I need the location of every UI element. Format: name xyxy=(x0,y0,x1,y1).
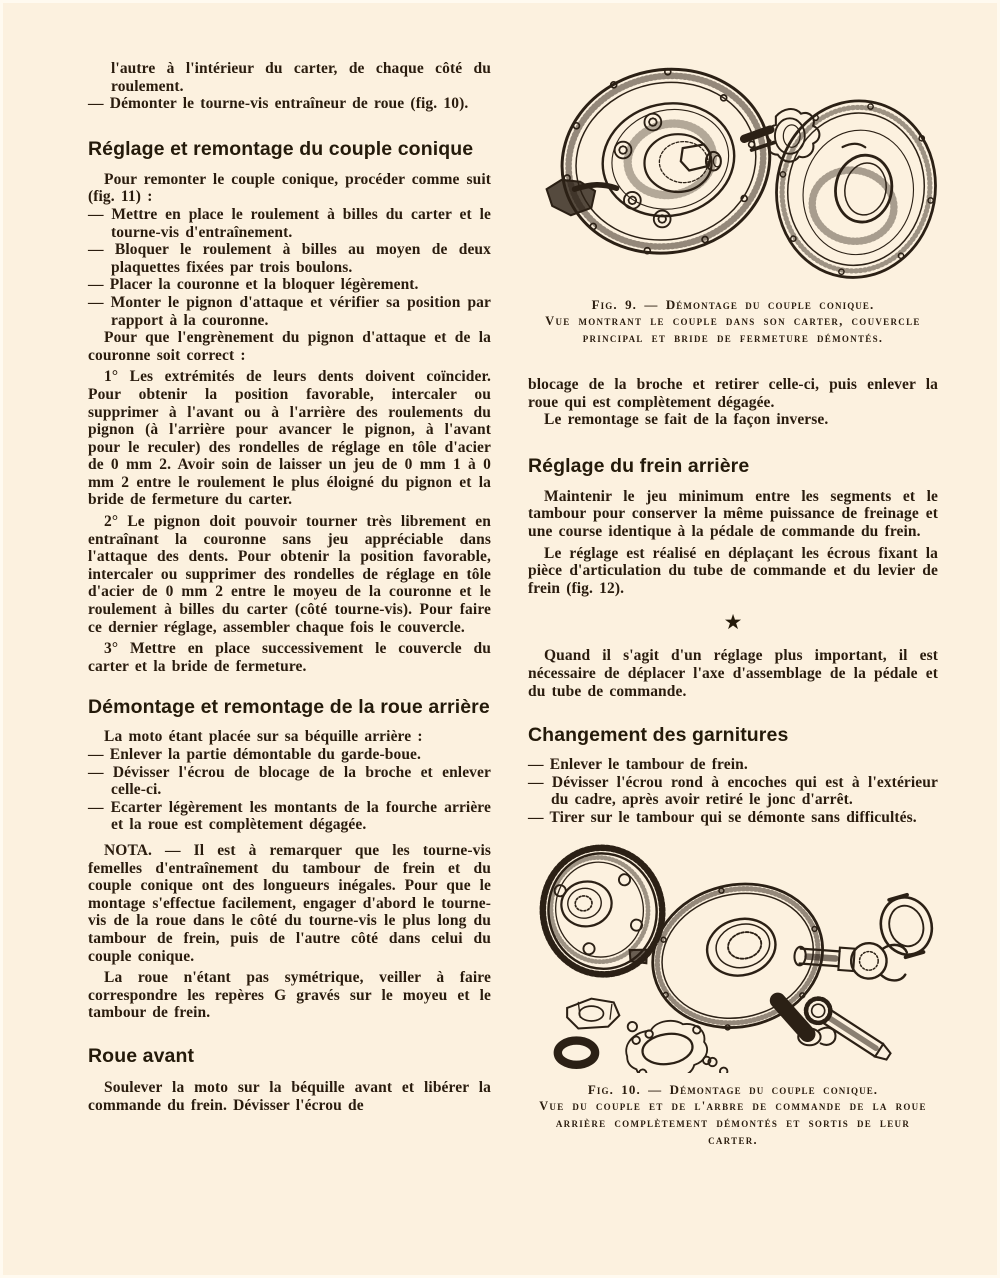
fig10-caption-title: Fig. 10. — Démontage du couple conique. xyxy=(587,1081,879,1097)
numbered-paragraph-1: 1° Les extrémités de leurs dents doivent coïncider. Pour obtenir la position favorable, intercaler ou supprimer à l'avant ou à l'arrière des roulements du pignon (à l'arrière pour avancer le pignon, à l'avant pour le reculer) des rondelles de réglage en tôle d'acier de 0 mm 2. Avoir soin de laisser un jeu de 0 mm 1 à 0 mm 2 entre le roulement le plus éloigné du pignon et la bride de fermeture du carter. xyxy=(88,368,491,509)
paragraph: blocage de la broche et retirer celle-ci, puis enlever la roue qui est complètement dégagée. xyxy=(528,376,938,411)
left-column xyxy=(88,60,491,1114)
section-heading-roue-avant: Roue avant xyxy=(88,1044,195,1067)
paragraph: Le remontage se fait de la façon inverse. xyxy=(544,411,829,429)
list-item: — Tirer sur le tambour qui se démonte sans difficultés. xyxy=(528,808,917,826)
star-divider-icon: ★ xyxy=(723,610,743,635)
list-item: — Démonter le tourne-vis entraîneur de roue (fig. 10). xyxy=(88,95,469,113)
list-item: — Ecarter légèrement les montants de la fourche arrière et la roue est complètement dégagée. xyxy=(88,798,491,834)
section-heading-couple-conique: Réglage et remontage du couple conique xyxy=(88,137,474,160)
paragraph: Quand il s'agit d'un réglage plus important, il est nécessaire de déplacer l'axe d'assemblage de la pédale et du tube de commande. xyxy=(528,647,938,700)
paragraph: Maintenir le jeu minimum entre les segments et le tambour pour conserver la même puissance de freinage et une course identique à la pédale de commande du frein. xyxy=(528,487,938,540)
list-item: — Dévisser l'écrou rond à encoches qui est à l'extérieur du cadre, après avoir retiré le jonc d'arrêt. xyxy=(528,773,938,809)
section-heading-frein-arriere: Réglage du frein arrière xyxy=(528,454,750,477)
list-item: — Dévisser l'écrou de blocage de la broche et enlever celle-ci. xyxy=(88,763,491,799)
section-heading-roue-arriere: Démontage et remontage de la roue arrière xyxy=(88,696,490,719)
paragraph: La roue n'étant pas symétrique, veiller à faire correspondre les repères G gravés sur le moyeu et le tambour de frein. xyxy=(88,969,491,1022)
fig10-caption-subtitle: Vue du couple et de l'arbre de commande de la roue arrière complètement démontés et sortis de leur carter. xyxy=(539,1098,927,1147)
paragraph: Pour que l'engrènement du pignon d'attaque et de la couronne soit correct : xyxy=(88,329,491,364)
paragraph: La moto étant placée sur sa béquille arrière : xyxy=(104,728,423,746)
fig9-caption-subtitle: Vue montrant le couple dans son carter, couvercle principal et bride de fermeture démontés. xyxy=(545,314,921,345)
paragraph-continuation: l'autre à l'intérieur du carter, de chaque côté du roulement. xyxy=(111,60,491,95)
list-item: — Enlever la partie démontable du garde-boue. xyxy=(88,746,422,763)
paragraph: Soulever la moto sur la béquille avant et libérer la commande du frein. Dévisser l'écrou de xyxy=(88,1078,491,1114)
list-item: — Bloquer le roulement à billes au moyen de deux plaquettes fixées par trois boulons. xyxy=(88,241,491,276)
fig9-caption-title: Fig. 9. — Démontage du couple conique. xyxy=(591,297,875,312)
list-item: — Placer la couronne et la bloquer légèrement. xyxy=(88,276,419,294)
fig10-illustration xyxy=(528,833,938,1073)
numbered-paragraph-3: 3° Mettre en place successivement le couvercle du carter et la bride de fermeture. xyxy=(88,640,491,675)
nota-paragraph: NOTA. — Il est à remarquer que les tourne-vis femelles d'entraînement du tambour de frein et du couple conique ont des longueurs inégales. Pour que le montage s'effectue facilement, engager d'abord le tourne-vis de la roue dans le côté du tourne-vis le plus long du tambour de frein, puis de l'autre côté dans celui du couple conique. xyxy=(88,841,491,965)
list-item: — Enlever le tambour de frein. xyxy=(528,756,748,774)
numbered-paragraph-2: 2° Le pignon doit pouvoir tourner très librement en entraînant la couronne sans jeu appréciable dans l'attaque des dents. Pour obtenir la position favorable, intercaler ou supprimer des rondelles de réglage en tôle d'acier de 0 mm 2 entre le moyeu de la couronne et le roulement à billes du carter (côté tourne-vis). Pour faire ce dernier réglage, assembler chaque fois le couvercle. xyxy=(88,513,491,636)
list-item: — Monter le pignon d'attaque et vérifier sa position par rapport à la couronne. xyxy=(88,293,491,329)
fig9-illustration xyxy=(528,40,938,288)
right-column xyxy=(528,40,938,1149)
paragraph: Pour remonter le couple conique, procéder comme suit (fig. 11) : xyxy=(88,170,491,206)
paragraph: Le réglage est réalisé en déplaçant les écrous fixant la pièce d'articulation du tube de commande et du levier de frein (fig. 12). xyxy=(528,544,938,597)
section-heading-garnitures: Changement des garnitures xyxy=(528,724,789,747)
list-item: — Mettre en place le roulement à billes du carter et le tourne-vis d'entraînement. xyxy=(88,205,491,241)
